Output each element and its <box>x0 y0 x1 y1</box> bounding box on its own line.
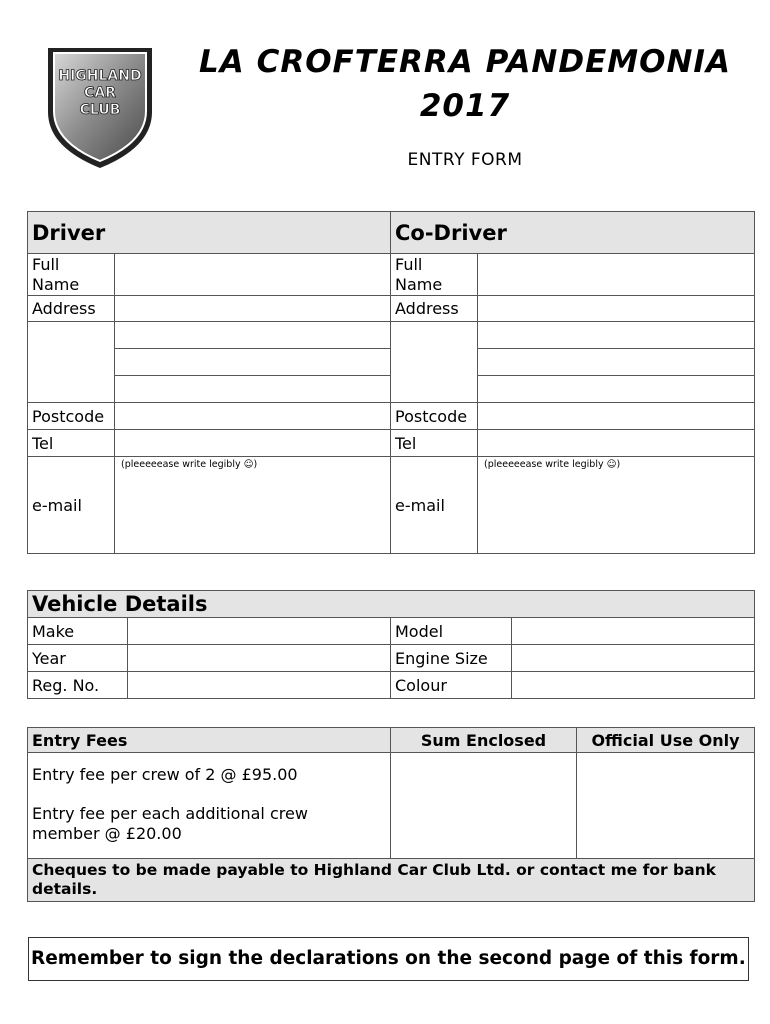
driver-email-label: e-mail <box>28 457 115 554</box>
official-use-heading: Official Use Only <box>577 728 755 753</box>
make-field[interactable] <box>128 618 391 645</box>
codriver-address-field-1[interactable] <box>478 296 755 322</box>
entry-fees-heading: Entry Fees <box>28 728 391 753</box>
cheques-note: Cheques to be made payable to Highland Car Club Ltd. or contact me for bank details. <box>28 859 755 902</box>
form-subtitle: ENTRY FORM <box>407 150 523 170</box>
codriver-address-field-3[interactable] <box>478 349 755 376</box>
codriver-email-field[interactable] <box>478 457 755 554</box>
driver-tel-field[interactable] <box>115 430 391 457</box>
logo-text-3: CLUB <box>79 102 121 118</box>
codriver-address-field-4[interactable] <box>478 376 755 403</box>
driver-postcode-label: Postcode <box>28 403 115 430</box>
sign-declarations-reminder: Remember to sign the declarations on the second page of this form. <box>28 937 749 981</box>
driver-address-label: Address <box>28 296 115 322</box>
engine-size-field[interactable] <box>512 645 755 672</box>
driver-legibly-note: (pleeeeease write legibly ☺) <box>121 459 258 470</box>
codriver-tel-field[interactable] <box>478 430 755 457</box>
driver-tel-label: Tel <box>28 430 115 457</box>
model-field[interactable] <box>512 618 755 645</box>
fee-crew-of-two: Entry fee per crew of 2 @ £95.00 <box>32 765 298 784</box>
vehicle-heading: Vehicle Details <box>28 591 755 618</box>
driver-codriver-table <box>27 211 755 554</box>
sum-enclosed-heading: Sum Enclosed <box>391 728 577 753</box>
colour-field[interactable] <box>512 672 755 699</box>
driver-address-field-1[interactable] <box>115 296 391 322</box>
codriver-address-label: Address <box>391 296 478 322</box>
fee-additional-member: Entry fee per each additional crew member @ £20.00 <box>32 804 308 843</box>
codriver-email-label: e-mail <box>391 457 478 554</box>
driver-address-field-2[interactable] <box>115 322 391 349</box>
codriver-heading: Co-Driver <box>391 212 755 254</box>
year-label: Year <box>28 645 128 672</box>
codriver-full-name-field[interactable] <box>478 254 755 296</box>
driver-address-blank <box>28 322 115 403</box>
reg-no-field[interactable] <box>128 672 391 699</box>
logo-text-1: HIGHLAND <box>58 68 142 84</box>
codriver-full-name-label: Full Name <box>391 254 478 296</box>
driver-address-field-4[interactable] <box>115 376 391 403</box>
reg-no-label: Reg. No. <box>28 672 128 699</box>
codriver-legibly-note: (pleeeeease write legibly ☺) <box>484 459 621 470</box>
driver-heading: Driver <box>28 212 391 254</box>
codriver-tel-label: Tel <box>391 430 478 457</box>
vehicle-details-table <box>27 590 755 699</box>
codriver-postcode-label: Postcode <box>391 403 478 430</box>
model-label: Model <box>391 618 512 645</box>
highland-car-club-logo <box>40 42 160 172</box>
codriver-postcode-field[interactable] <box>478 403 755 430</box>
logo-text-2: CAR <box>84 85 116 101</box>
driver-email-field[interactable] <box>115 457 391 554</box>
driver-address-field-3[interactable] <box>115 349 391 376</box>
driver-postcode-field[interactable] <box>115 403 391 430</box>
engine-size-label: Engine Size <box>391 645 512 672</box>
make-label: Make <box>28 618 128 645</box>
event-year: 2017 <box>419 88 511 124</box>
sum-enclosed-field[interactable] <box>391 753 577 859</box>
official-use-field <box>577 753 755 859</box>
codriver-address-field-2[interactable] <box>478 322 755 349</box>
year-field[interactable] <box>128 645 391 672</box>
event-title: LA CROFTERRA PANDEMONIA <box>199 44 731 80</box>
entry-fees-table <box>27 727 755 902</box>
driver-full-name-label: Full Name <box>28 254 115 296</box>
codriver-address-blank <box>391 322 478 403</box>
colour-label: Colour <box>391 672 512 699</box>
driver-full-name-field[interactable] <box>115 254 391 296</box>
